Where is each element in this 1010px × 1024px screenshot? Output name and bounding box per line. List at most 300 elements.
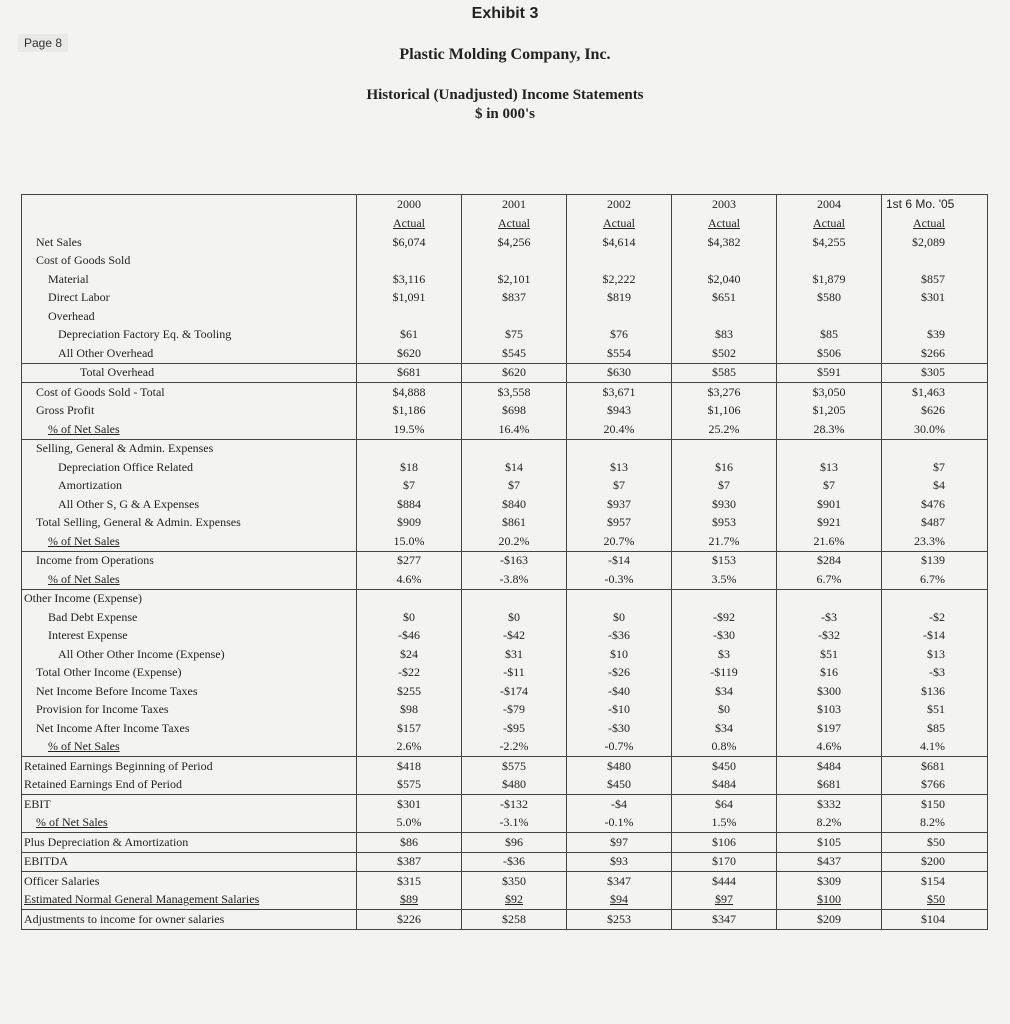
row-value: $681: [357, 363, 462, 383]
row-value: $861: [462, 514, 567, 533]
row-value: $575: [462, 757, 567, 776]
row-value: $104: [882, 910, 988, 930]
row-value: $937: [567, 495, 672, 514]
row-value: $16: [672, 458, 777, 477]
row-label: All Other Overhead: [58, 345, 154, 360]
row-label: Net Income After Income Taxes: [36, 720, 190, 735]
row-value: -3.8%: [462, 570, 567, 589]
row-value: $277: [357, 551, 462, 570]
row-label: Estimated Normal General Management Salaries: [24, 892, 260, 907]
row-value: 6.7%: [882, 570, 988, 589]
row-value: $197: [777, 719, 882, 738]
row-label: Interest Expense: [48, 628, 128, 643]
row-value: -$40: [567, 682, 672, 701]
row-value: $75: [462, 326, 567, 345]
row-value: $347: [672, 910, 777, 930]
company-name: Plastic Molding Company, Inc.: [399, 46, 611, 63]
row-value: $39: [882, 326, 988, 345]
row-value: $766: [882, 776, 988, 795]
row-label: Total Other Income (Expense): [36, 665, 182, 680]
table-row: [22, 344, 988, 363]
row-value: $301: [882, 289, 988, 308]
row-value: [882, 439, 988, 458]
table-row: [22, 477, 988, 496]
row-label: Retained Earnings End of Period: [24, 777, 182, 792]
row-value: $502: [672, 344, 777, 363]
row-value: $698: [462, 402, 567, 421]
row-label: Total Selling, General & Admin. Expenses: [36, 515, 241, 530]
table-row: [22, 439, 988, 458]
row-value: -$11: [462, 664, 567, 683]
row-value: $4,614: [567, 233, 672, 252]
table-row: [22, 570, 988, 589]
row-label: % of Net Sales: [48, 739, 120, 754]
row-value: $1,106: [672, 402, 777, 421]
row-value: -$92: [672, 608, 777, 627]
row-value: -$2: [882, 608, 988, 627]
row-value: -$174: [462, 682, 567, 701]
row-value: $4,382: [672, 233, 777, 252]
table-row: [22, 738, 988, 757]
row-value: 6.7%: [777, 570, 882, 589]
table-row: [22, 495, 988, 514]
table-row: [22, 532, 988, 551]
header-row-type: [22, 214, 988, 233]
row-value: $347: [567, 872, 672, 891]
row-value: $4,888: [357, 383, 462, 402]
row-value: 20.7%: [567, 532, 672, 551]
row-value: -$32: [777, 627, 882, 646]
table-row: [22, 233, 988, 252]
row-value: -$14: [882, 627, 988, 646]
row-value: -$36: [462, 852, 567, 872]
row-value: 19.5%: [357, 420, 462, 439]
row-value: $7: [357, 477, 462, 496]
row-value: $626: [882, 402, 988, 421]
table-row: [22, 891, 988, 910]
row-value: $350: [462, 872, 567, 891]
row-value: $480: [462, 776, 567, 795]
row-value: 21.6%: [777, 532, 882, 551]
row-value: [357, 252, 462, 271]
row-value: $209: [777, 910, 882, 930]
row-label: Cost of Goods Sold - Total: [22, 383, 357, 402]
row-value: $450: [567, 776, 672, 795]
row-value: -$26: [567, 664, 672, 683]
row-value: -$22: [357, 664, 462, 683]
row-value: 4.6%: [357, 570, 462, 589]
row-value: $480: [567, 757, 672, 776]
row-value: $580: [777, 289, 882, 308]
column-year: 2003: [672, 195, 777, 215]
row-value: $2,089: [882, 233, 988, 252]
row-value: $591: [777, 363, 882, 383]
table-row: [22, 627, 988, 646]
row-value: $506: [777, 344, 882, 363]
row-value: 20.2%: [462, 532, 567, 551]
row-value: $100: [777, 891, 882, 910]
row-label: EBIT: [22, 795, 357, 814]
column-year: 2000: [357, 195, 462, 215]
row-value: $18: [357, 458, 462, 477]
row-value: $301: [357, 795, 462, 814]
row-label: Direct Labor: [48, 290, 110, 305]
row-label: Cost of Goods Sold: [36, 253, 131, 268]
row-label: Bad Debt Expense: [48, 609, 138, 624]
row-value: [462, 252, 567, 271]
row-value: $681: [882, 757, 988, 776]
row-label: Overhead: [48, 308, 95, 323]
row-value: $3,116: [357, 270, 462, 289]
row-label: % of Net Sales: [36, 815, 108, 830]
column-type: Actual: [672, 214, 777, 233]
row-value: $884: [357, 495, 462, 514]
row-value: [672, 589, 777, 608]
row-value: $6,074: [357, 233, 462, 252]
page-label: Page 8: [18, 34, 68, 52]
row-value: 4.6%: [777, 738, 882, 757]
column-year: 2002: [567, 195, 672, 215]
row-value: $14: [462, 458, 567, 477]
row-value: 28.3%: [777, 420, 882, 439]
row-value: $13: [882, 645, 988, 664]
row-value: $92: [462, 891, 567, 910]
row-value: $2,101: [462, 270, 567, 289]
row-value: $7: [462, 477, 567, 496]
row-value: $0: [567, 608, 672, 627]
row-value: -3.1%: [462, 814, 567, 833]
row-label: Retained Earnings Beginning of Period: [22, 757, 357, 776]
row-value: $97: [672, 891, 777, 910]
table-row: [22, 719, 988, 738]
row-value: $4,256: [462, 233, 567, 252]
table-row: [22, 326, 988, 345]
row-value: 20.4%: [567, 420, 672, 439]
row-value: [882, 252, 988, 271]
row-label: % of Net Sales: [48, 571, 120, 586]
row-value: $4,255: [777, 233, 882, 252]
table-row: [22, 252, 988, 271]
row-label: Other Income (Expense): [22, 589, 357, 608]
row-value: $3,671: [567, 383, 672, 402]
row-value: $284: [777, 551, 882, 570]
row-value: $50: [882, 833, 988, 853]
row-value: 30.0%: [882, 420, 988, 439]
row-value: 0.8%: [672, 738, 777, 757]
row-value: $266: [882, 344, 988, 363]
row-value: [357, 307, 462, 326]
row-value: 2.6%: [357, 738, 462, 757]
table-row: [22, 307, 988, 326]
row-value: 16.4%: [462, 420, 567, 439]
row-value: 1.5%: [672, 814, 777, 833]
row-value: $2,222: [567, 270, 672, 289]
row-value: $309: [777, 872, 882, 891]
row-value: -$3: [777, 608, 882, 627]
row-label: Net Income Before Income Taxes: [36, 683, 198, 698]
row-value: $1,186: [357, 402, 462, 421]
row-value: $50: [882, 891, 988, 910]
table-row: [22, 872, 988, 891]
row-label: Total Overhead: [22, 363, 357, 383]
table-row: [22, 420, 988, 439]
table-row: [22, 608, 988, 627]
row-label: Depreciation Office Related: [58, 459, 194, 474]
table-row: [22, 795, 988, 814]
row-value: -$119: [672, 664, 777, 683]
row-value: $200: [882, 852, 988, 872]
table-row: [22, 551, 988, 570]
row-value: -$36: [567, 627, 672, 646]
row-label: % of Net Sales: [48, 421, 120, 436]
column-type: Actual: [882, 214, 988, 233]
row-value: $51: [777, 645, 882, 664]
row-value: $258: [462, 910, 567, 930]
row-value: $2,040: [672, 270, 777, 289]
row-value: $484: [777, 757, 882, 776]
table-row: [22, 383, 988, 402]
row-value: $10: [567, 645, 672, 664]
row-value: $86: [357, 833, 462, 853]
table-row: [22, 458, 988, 477]
row-label: All Other S, G & A Expenses: [58, 496, 199, 511]
row-value: $7: [567, 477, 672, 496]
row-value: $34: [672, 719, 777, 738]
row-value: -0.1%: [567, 814, 672, 833]
row-value: -$10: [567, 701, 672, 720]
row-value: $94: [567, 891, 672, 910]
row-value: [357, 589, 462, 608]
row-value: $139: [882, 551, 988, 570]
row-value: $450: [672, 757, 777, 776]
row-value: 15.0%: [357, 532, 462, 551]
row-value: -$163: [462, 551, 567, 570]
row-value: -$79: [462, 701, 567, 720]
table-row: [22, 776, 988, 795]
row-value: [462, 307, 567, 326]
row-value: $105: [777, 833, 882, 853]
row-value: $909: [357, 514, 462, 533]
column-type: Actual: [567, 214, 672, 233]
row-value: $840: [462, 495, 567, 514]
column-type: Actual: [777, 214, 882, 233]
row-label: Depreciation Factory Eq. & Tooling: [58, 327, 232, 342]
row-value: $97: [567, 833, 672, 853]
row-value: $150: [882, 795, 988, 814]
row-value: $651: [672, 289, 777, 308]
row-value: [777, 589, 882, 608]
row-value: $136: [882, 682, 988, 701]
row-value: [567, 252, 672, 271]
row-value: $16: [777, 664, 882, 683]
row-value: $226: [357, 910, 462, 930]
column-type: Actual: [357, 214, 462, 233]
row-label: Adjustments to income for owner salaries: [22, 910, 357, 930]
row-value: -$46: [357, 627, 462, 646]
table-row: [22, 363, 988, 383]
row-value: -$30: [672, 627, 777, 646]
row-value: $96: [462, 833, 567, 853]
table-row: [22, 589, 988, 608]
row-value: $585: [672, 363, 777, 383]
row-label: Selling, General & Admin. Expenses: [22, 439, 357, 458]
exhibit-heading: Exhibit 3: [471, 5, 539, 22]
row-label: Amortization: [58, 478, 122, 493]
row-value: $1,091: [357, 289, 462, 308]
row-value: $24: [357, 645, 462, 664]
row-value: $418: [357, 757, 462, 776]
row-value: 23.3%: [882, 532, 988, 551]
row-value: [777, 252, 882, 271]
column-year: 2001: [462, 195, 567, 215]
row-value: $957: [567, 514, 672, 533]
row-value: $0: [357, 608, 462, 627]
header-corner: [22, 214, 357, 233]
row-value: $681: [777, 776, 882, 795]
row-value: $487: [882, 514, 988, 533]
table-row: [22, 664, 988, 683]
row-value: $76: [567, 326, 672, 345]
column-type: Actual: [462, 214, 567, 233]
row-value: $630: [567, 363, 672, 383]
table-row: [22, 514, 988, 533]
row-value: [567, 307, 672, 326]
table-row: [22, 852, 988, 872]
row-value: -$14: [567, 551, 672, 570]
row-label: Net Sales: [36, 234, 82, 249]
row-value: $1,205: [777, 402, 882, 421]
row-value: [882, 589, 988, 608]
row-value: $930: [672, 495, 777, 514]
statement-units: $ in 000's: [474, 106, 535, 122]
column-year: 2004: [777, 195, 882, 215]
row-value: $3,050: [777, 383, 882, 402]
row-value: $103: [777, 701, 882, 720]
row-value: [777, 439, 882, 458]
table-row: [22, 682, 988, 701]
table-row: [22, 701, 988, 720]
row-value: 25.2%: [672, 420, 777, 439]
row-value: -$95: [462, 719, 567, 738]
row-value: $575: [357, 776, 462, 795]
row-value: $93: [567, 852, 672, 872]
row-value: [567, 439, 672, 458]
row-value: [672, 439, 777, 458]
row-value: $837: [462, 289, 567, 308]
row-value: $85: [777, 326, 882, 345]
row-value: $332: [777, 795, 882, 814]
row-value: $943: [567, 402, 672, 421]
row-value: $13: [777, 458, 882, 477]
row-value: $34: [672, 682, 777, 701]
row-value: -$3: [882, 664, 988, 683]
row-value: $620: [462, 363, 567, 383]
row-value: $7: [882, 458, 988, 477]
row-value: -0.3%: [567, 570, 672, 589]
row-value: $315: [357, 872, 462, 891]
row-value: $300: [777, 682, 882, 701]
row-value: $0: [462, 608, 567, 627]
row-value: $253: [567, 910, 672, 930]
row-value: $31: [462, 645, 567, 664]
row-value: $1,463: [882, 383, 988, 402]
table-row: [22, 757, 988, 776]
income-statement-table: [21, 194, 988, 930]
row-label: Material: [48, 271, 89, 286]
row-value: $153: [672, 551, 777, 570]
row-value: $901: [777, 495, 882, 514]
row-value: $1,879: [777, 270, 882, 289]
row-value: [882, 307, 988, 326]
row-label: % of Net Sales: [48, 533, 120, 548]
row-value: 4.1%: [882, 738, 988, 757]
row-value: $85: [882, 719, 988, 738]
row-value: -$42: [462, 627, 567, 646]
row-value: $0: [672, 701, 777, 720]
row-value: $857: [882, 270, 988, 289]
row-value: 8.2%: [882, 814, 988, 833]
row-label: Plus Depreciation & Amortization: [22, 833, 357, 853]
table-row: [22, 270, 988, 289]
row-label: All Other Other Income (Expense): [58, 646, 225, 661]
row-value: -$132: [462, 795, 567, 814]
row-value: $170: [672, 852, 777, 872]
row-value: $83: [672, 326, 777, 345]
row-value: $545: [462, 344, 567, 363]
table-row: [22, 833, 988, 853]
row-label: Provision for Income Taxes: [36, 702, 169, 717]
table-row: [22, 402, 988, 421]
row-value: $89: [357, 891, 462, 910]
row-value: 5.0%: [357, 814, 462, 833]
row-value: -0.7%: [567, 738, 672, 757]
row-value: -2.2%: [462, 738, 567, 757]
row-value: $255: [357, 682, 462, 701]
row-value: $4: [882, 477, 988, 496]
row-value: [672, 252, 777, 271]
row-value: -$30: [567, 719, 672, 738]
table-row: [22, 910, 988, 930]
table-row: [22, 289, 988, 308]
statement-title: Historical (Unadjusted) Income Statements: [366, 87, 644, 103]
row-value: $3,558: [462, 383, 567, 402]
header-corner: [22, 195, 357, 215]
row-value: $7: [777, 477, 882, 496]
table-row: [22, 814, 988, 833]
row-label: EBITDA: [22, 852, 357, 872]
row-value: $953: [672, 514, 777, 533]
row-label: Gross Profit: [36, 403, 95, 418]
table-row: [22, 645, 988, 664]
row-label: Officer Salaries: [22, 872, 357, 891]
row-value: $554: [567, 344, 672, 363]
row-value: $61: [357, 326, 462, 345]
row-value: [777, 307, 882, 326]
row-value: $437: [777, 852, 882, 872]
row-value: -$4: [567, 795, 672, 814]
row-value: $921: [777, 514, 882, 533]
row-value: $51: [882, 701, 988, 720]
row-value: $3: [672, 645, 777, 664]
row-value: [672, 307, 777, 326]
row-value: $154: [882, 872, 988, 891]
row-value: $157: [357, 719, 462, 738]
row-value: [357, 439, 462, 458]
row-value: $444: [672, 872, 777, 891]
row-value: $387: [357, 852, 462, 872]
column-year: 1st 6 Mo. '05: [882, 195, 988, 215]
row-value: [462, 439, 567, 458]
